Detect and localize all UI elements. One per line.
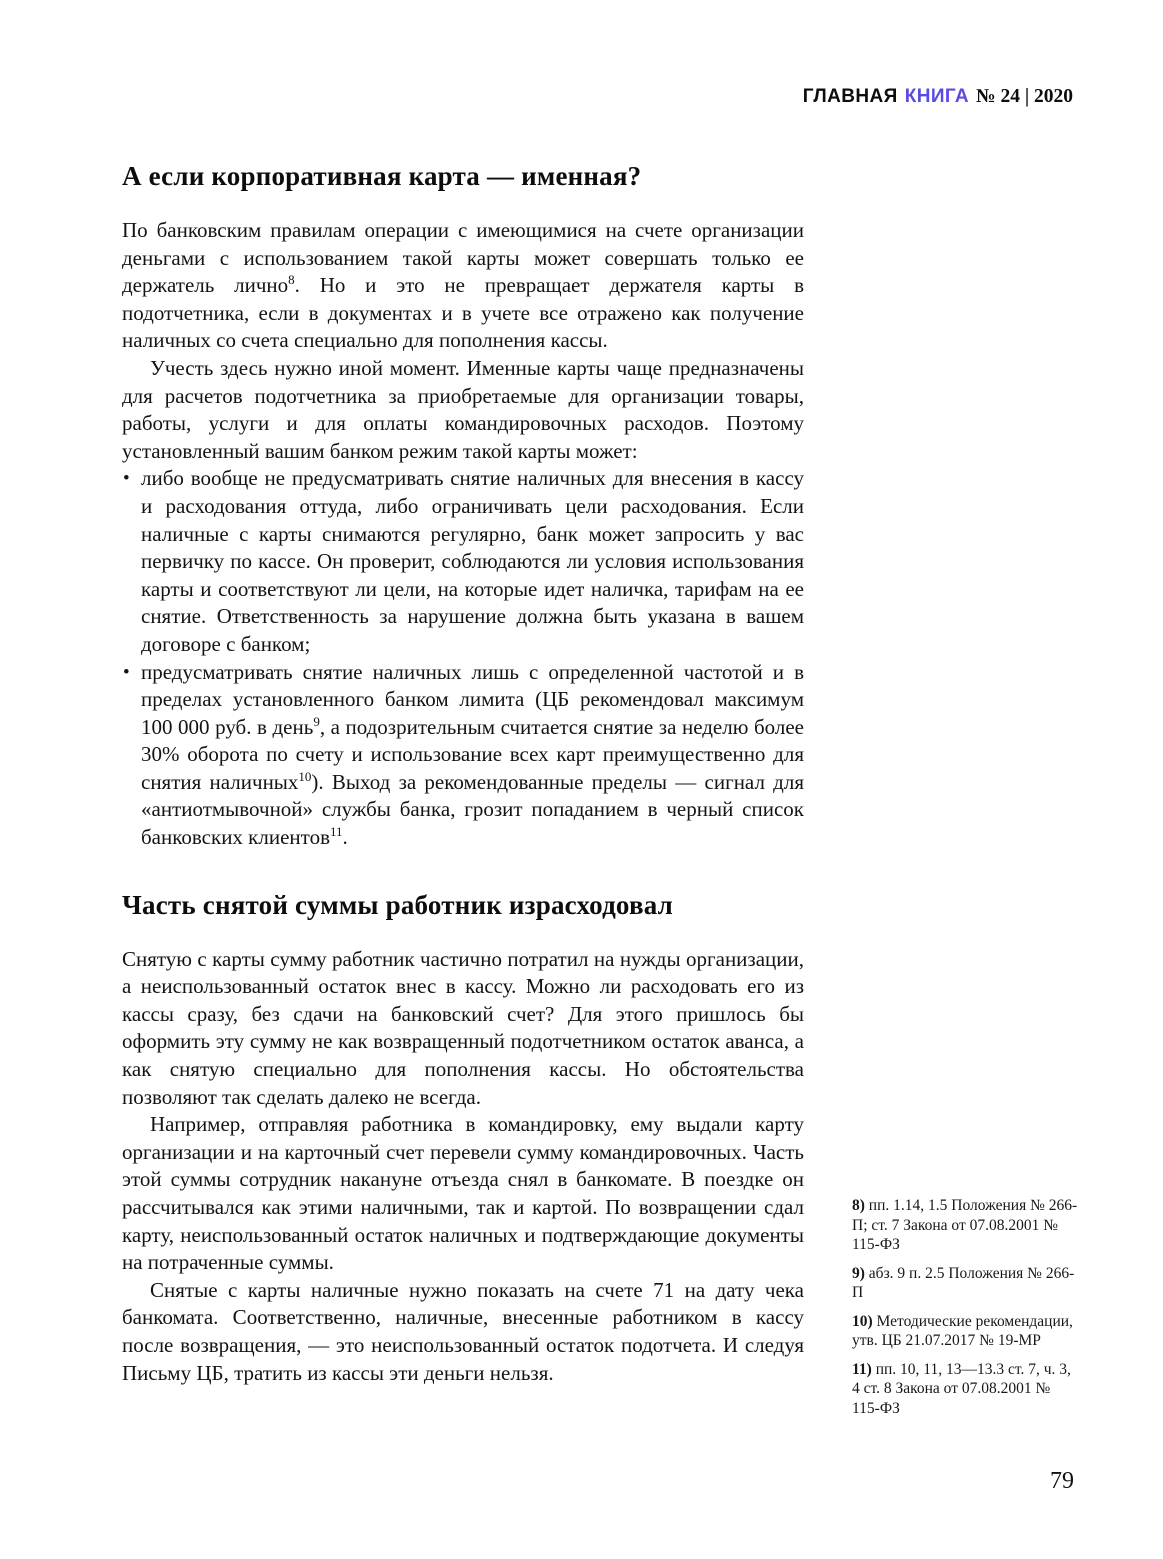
section-body: [122, 946, 804, 1388]
footnote-marker: 9: [313, 713, 320, 729]
footnote-number: 9): [852, 1264, 869, 1282]
issue-number: № 24 | 2020: [975, 86, 1073, 107]
footnote: 11) пп. 10, 11, 13—13.3 ст. 7, ч. 3, 4 ст. 8 Закона от 07.08.2001 № 115-ФЗ: [852, 1360, 1071, 1417]
footnote: 9) абз. 9 п. 2.5 Положения № 266-П: [852, 1264, 1075, 1301]
footnote: 10) Методические рекомендации, утв. ЦБ 21.07.2017 № 19-МР: [852, 1312, 1073, 1349]
page-header: [803, 86, 1073, 108]
section-body: [122, 217, 804, 852]
paragraph: Например, отправляя работника в командировку, ему выдали карту организации и на карточный счет перевели сумму командировочных. Часть этой суммы сотрудник накануне отъезда снял в банкомате. В поездке он рассчитывался как этими наличными, так и картой. По возвращении сдал карту, неиспользованный остаток наличных и подтверждающие документы на потраченные суммы.: [122, 1112, 804, 1275]
footnote-number: 10): [852, 1312, 877, 1330]
bullet-item: • либо вообще не предусматривать снятие наличных для внесения в кассу и расходования оттуда, либо ограничивать цели расходования. Если наличные с карты снимаются регулярно, банк может запросить у вас первичку по кассе. Он проверит, соблюдаются ли условия использования карты и соответствуют ли цели, на которые идет наличка, тарифам на ее снятие. Ответственность за нарушение должна быть указана в вашем договоре с банком;: [123, 466, 804, 656]
bullet-item: • предусматривать снятие наличных лишь с определенной частотой и в пределах установленного банком лимита (ЦБ рекомендовал максимум 100 000 руб. в день$^9$, а подозрительным считается снятие за неделю более 30% оборота по счету и использование всех карт преимущественно для снятия наличных$^{10}$). Выход за рекомендованные пределы — сигнал для «антиотмывочной» службы банка, грозит попаданием в черный список банковских клиентов$^{11}$.: [123, 659, 804, 850]
footnote-number: 11): [852, 1360, 876, 1378]
paragraph: Учесть здесь нужно иной момент. Именные карты чаще предназначены для расчетов подотчетника за приобретаемые для организации товары, работы, услуги и для оплаты командировочных расходов. Поэтому установленный вашим банком режим такой карты может:: [122, 355, 804, 463]
bullet-icon: •: [123, 661, 130, 683]
article-column: [122, 160, 804, 1387]
footnote-marker: 11: [329, 824, 343, 840]
section-title: А если корпоративная карта — именная?: [122, 161, 642, 191]
footnote-number: 8): [852, 1197, 869, 1214]
section-title: Часть снятой суммы работник израсходовал: [122, 889, 674, 920]
bullet-icon: •: [123, 468, 130, 490]
footnote-marker: 8: [288, 272, 295, 288]
footnote-marker: 10: [298, 768, 312, 784]
footnotes-sidebar: [852, 1196, 1078, 1427]
paragraph: Снятую с карты сумму работник частично потратил на нужды организации, а неиспользованный остаток внес в кассу. Можно ли расходовать его из кассы сразу, без сдачи на банковский счет? Для этого пришлось бы оформить эту сумму не как возвращенный подотчетником остаток аванса, а как снятую специально для пополнения кассы. Но обстоятельства позволяют так сделать далеко не всегда.: [122, 946, 804, 1109]
page-number: 79: [1050, 1468, 1074, 1494]
brand-name-secondary: КНИГА: [904, 86, 969, 107]
article-section-2: [122, 889, 804, 1388]
article-section-1: [122, 160, 804, 852]
brand-name-primary: ГЛАВНАЯ: [802, 86, 898, 107]
paragraph: По банковским правилам операции с имеющимися на счете организации деньгами с использованием такой карты может совершать только ее держатель лично$^8$. Но и это не превращает держателя карты в подотчетника, если в документах и в учете все отражено как получение наличных со счета специально для пополнения кассы.: [122, 218, 804, 353]
footnote: 8) пп. 1.14, 1.5 Положения № 266-П; ст. 7 Закона от 07.08.2001 № 115-ФЗ: [852, 1197, 1078, 1253]
paragraph: Снятые с карты наличные нужно показать на счете 71 на дату чека банкомата. Соответственно, наличные, внесенные работником в кассу после возвращения, — это неиспользованный остаток подотчета. И следуя Письму ЦБ, тратить из кассы эти деньги нельзя.: [122, 1277, 804, 1385]
